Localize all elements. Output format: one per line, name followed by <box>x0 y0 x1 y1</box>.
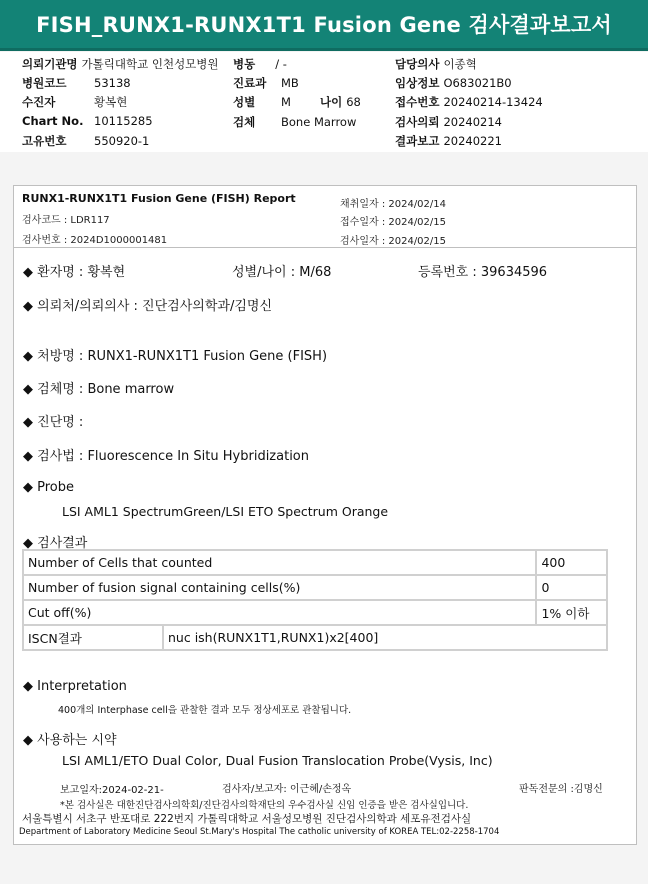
department-english: Department of Laboratory Medicine Seoul St.Mary's Hospital The catholic university of KOREA TEL:02-2258-1704 <box>19 827 500 837</box>
clinical-row: 임상정보 O683021B0 <box>395 76 512 90</box>
report-divider <box>14 247 636 248</box>
doctor-row: 담당의사 이종혁 <box>395 57 477 71</box>
age-row: 나이 68 <box>320 95 361 109</box>
report-title-bar <box>0 0 648 51</box>
probe-header: ◆ Probe <box>23 480 75 495</box>
iscn-value: nuc ish(RUNX1T1,RUNX1)x2[400] <box>163 625 607 650</box>
test-code: 검사코드 : LDR117 <box>22 215 110 226</box>
resultdate-row: 결과보고 20240221 <box>395 134 502 148</box>
test-number: 검사번호 : 2024D1000001481 <box>22 235 168 246</box>
ward-row: 병동 / - <box>233 57 287 71</box>
result-value: 0 <box>536 575 607 600</box>
reagent-header: ◆ 사용하는 시약 <box>23 733 117 748</box>
specialist: 판독전문의 :김명신 <box>519 784 603 795</box>
receive-date: 접수일자 : 2024/02/15 <box>340 217 447 228</box>
lab-address: 서울특별시 서초구 반포대로 222번지 가톨릭대학교 서울성모병원 진단검사의학과 세포유전검사실 <box>22 813 472 825</box>
specimen-name: ◆ 검체명 : Bone marrow <box>23 382 175 397</box>
interpretation-text: 400개의 Interphase cell을 관찰한 결과 모두 정상세포로 관찰됩니다. <box>58 705 352 716</box>
result-value: 400 <box>536 550 607 575</box>
interpretation-header: ◆ Interpretation <box>23 679 127 694</box>
result-table <box>22 549 608 651</box>
patient-name: ◆ 환자명 : 황복현 <box>23 265 126 280</box>
registration-number: 등록번호 : 39634596 <box>418 265 548 280</box>
uid-row: 고유번호 550920-1 <box>22 134 150 148</box>
reagent-text: LSI AML1/ETO Dual Color, Dual Fusion Translocation Probe(Vysis, Inc) <box>62 753 493 768</box>
order-name: ◆ 처방명 : RUNX1-RUNX1T1 Fusion Gene (FISH) <box>23 349 328 364</box>
diagnosis: ◆ 진단명 : <box>23 415 84 430</box>
dept-row: 진료과 MB <box>233 76 299 90</box>
testers: 검사자/보고자: 이근혜/손정옥 <box>222 784 352 795</box>
result-label: Number of Cells that counted <box>23 550 536 575</box>
specimen-row: 검체 Bone Marrow <box>233 115 357 129</box>
report-heading: RUNX1-RUNX1T1 Fusion Gene (FISH) Report <box>22 192 296 205</box>
result-label: Number of fusion signal containing cells(%) <box>23 575 536 600</box>
table-row <box>23 600 607 625</box>
probe-value: LSI AML1 SpectrumGreen/LSI ETO Spectrum Orange <box>62 504 389 519</box>
sex-age: 성별/나이 : M/68 <box>232 265 332 280</box>
report-title: FISH_RUNX1-RUNX1T1 Fusion Gene 검사결과보고서 <box>36 13 612 37</box>
hospcode-row: 병원코드 53138 <box>22 76 131 90</box>
result-label: Cut off(%) <box>23 600 536 625</box>
method: ◆ 검사법 : Fluorescence In Situ Hybridization <box>23 449 309 464</box>
collect-date: 채취일자 : 2024/02/14 <box>340 199 447 210</box>
table-row <box>23 575 607 600</box>
test-date: 검사일자 : 2024/02/15 <box>340 236 447 247</box>
table-row <box>23 625 607 650</box>
receipt-row: 접수번호 20240214-13424 <box>395 95 543 109</box>
hospital-row: 의뢰기관명 가톨릭대학교 인천성모병원 <box>22 57 219 71</box>
header-info <box>0 52 648 152</box>
report-panel <box>13 185 637 845</box>
result-header: ◆ 검사결과 <box>23 536 88 551</box>
referrer: ◆ 의뢰처/의뢰의사 : 진단검사의학과/김명신 <box>23 299 273 314</box>
result-value: 1% 이하 <box>536 600 607 625</box>
iscn-label: ISCN결과 <box>23 625 163 650</box>
report-date: 보고일자:2024-02-21- <box>60 785 164 796</box>
certification-note: *본 검사실은 대한진단검사의학회/진단검사의학재단의 우수검사실 신임 인증을 받은 검사실입니다. <box>60 800 469 811</box>
table-row <box>23 550 607 575</box>
sex-row: 성별 M <box>233 95 291 109</box>
chart-row: Chart No. 10115285 <box>22 114 153 128</box>
patient-row: 수진자 황복현 <box>22 95 128 109</box>
reqdate-row: 검사의뢰 20240214 <box>395 115 502 129</box>
